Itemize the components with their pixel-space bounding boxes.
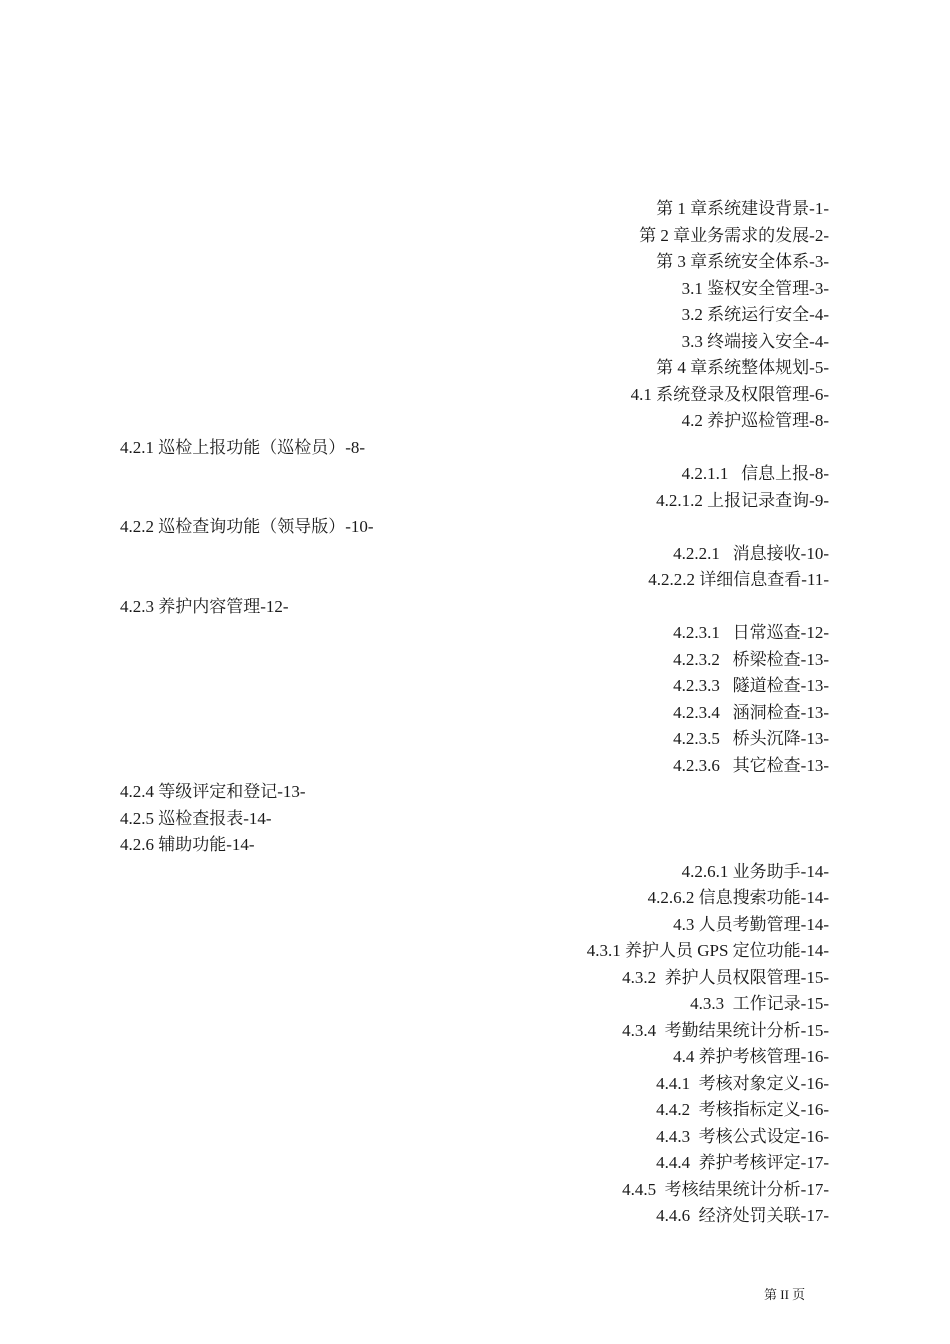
toc-entry[interactable]: 4.2.6.2 信息搜索功能-14- [647, 888, 829, 907]
toc-entry[interactable]: 4.2.3.5 桥头沉降-13- [673, 729, 829, 748]
toc-entry[interactable]: 4.2.5 巡检查报表-14- [120, 808, 272, 828]
toc-entry[interactable]: 4.2.2.2 详细信息查看-11- [648, 570, 829, 589]
toc-entry[interactable]: 第 4 章系统整体规划-5- [656, 358, 829, 377]
toc-entry[interactable]: 第 3 章系统安全体系-3- [656, 252, 829, 271]
table-of-contents [120, 196, 829, 1230]
toc-entry[interactable]: 4.2.6.1 业务助手-14- [681, 861, 829, 881]
toc-entry[interactable]: 第 2 章业务需求的发展-2- [639, 225, 829, 245]
toc-entry[interactable]: 4.4.5 考核结果统计分析-17- [622, 1179, 829, 1199]
toc-entry[interactable]: 4.2.3.2 桥梁检查-13- [673, 649, 829, 669]
toc-entry[interactable]: 4.3.4 考勤结果统计分析-15- [622, 1020, 829, 1040]
toc-entry[interactable]: 4.1 系统登录及权限管理-6- [630, 384, 829, 404]
toc-entry[interactable]: 4.2.3.3 隧道检查-13- [673, 676, 829, 695]
toc-entry[interactable]: 4.3.1 养护人员 GPS 定位功能-14- [586, 941, 829, 960]
toc-entry[interactable]: 4.2.3 养护内容管理-12- [120, 596, 289, 616]
toc-entry[interactable]: 4.2.3.6 其它检查-13- [673, 755, 829, 775]
toc-entry[interactable]: 4.2.6 辅助功能-14- [120, 835, 255, 854]
toc-entry[interactable]: 4.3.3 工作记录-15- [690, 994, 829, 1013]
toc-entry[interactable]: 4.4 养护考核管理-16- [673, 1047, 829, 1066]
toc-entry[interactable]: 4.4.1 考核对象定义-16- [656, 1073, 829, 1093]
toc-entry[interactable]: 4.3 人员考勤管理-14- [673, 914, 829, 934]
toc-entry[interactable]: 4.2.1.1 信息上报-8- [681, 464, 829, 483]
toc-entry[interactable]: 4.4.6 经济处罚关联-17- [656, 1206, 829, 1225]
toc-entry[interactable]: 4.3.2 养护人员权限管理-15- [622, 967, 829, 987]
toc-entry[interactable]: 4.2.2 巡检查询功能（领导版）-10- [120, 517, 374, 536]
toc-entry[interactable]: 第 1 章系统建设背景-1- [656, 199, 829, 218]
toc-entry[interactable]: 4.4.2 考核指标定义-16- [656, 1100, 829, 1119]
toc-entry[interactable]: 4.2.1 巡检上报功能（巡检员）-8- [120, 437, 366, 457]
toc-entry[interactable]: 4.2.4 等级评定和登记-13- [120, 782, 306, 801]
toc-entry[interactable]: 4.2.2.1 消息接收-10- [673, 543, 829, 563]
toc-entry[interactable]: 4.2.3.1 日常巡查-12- [673, 623, 829, 642]
toc-entry[interactable]: 4.2.1.2 上报记录查询-9- [656, 490, 829, 510]
toc-entry[interactable]: 3.3 终端接入安全-4- [681, 331, 829, 351]
page-number: 第 II 页 [764, 1287, 806, 1302]
toc-entry[interactable]: 4.4.3 考核公式设定-16- [656, 1126, 829, 1146]
toc-entry[interactable]: 4.2 养护巡检管理-8- [681, 411, 829, 430]
toc-entry[interactable]: 3.1 鉴权安全管理-3- [681, 278, 829, 298]
toc-entry[interactable]: 4.4.4 养护考核评定-17- [656, 1153, 829, 1172]
toc-entry[interactable]: 4.2.3.4 涵洞检查-13- [673, 702, 829, 722]
toc-entry[interactable]: 3.2 系统运行安全-4- [681, 305, 829, 324]
